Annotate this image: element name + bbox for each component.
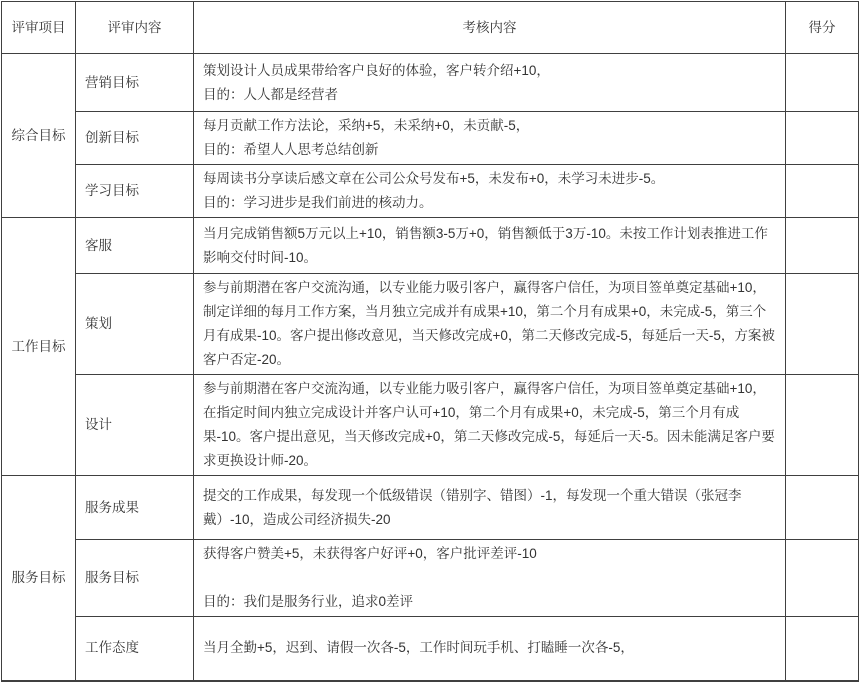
content-cell [194, 112, 786, 165]
item-cell: 客服 [76, 218, 194, 274]
item-cell: 服务成果 [76, 476, 194, 540]
item-cell: 工作态度 [76, 617, 194, 681]
score-cell[interactable] [786, 617, 859, 681]
content-line: 策划设计人员成果带给客户良好的体验，客户转介绍+10， [203, 62, 550, 78]
content-cell [194, 375, 786, 476]
item-cell: 营销目标 [76, 54, 194, 112]
category-cell-service: 服务目标 [2, 476, 76, 681]
content-line: 当月完成销售额5万元以上+10，销售额3-5万+0，销售额低于3万-10。未按工作计划表推进工作影响交付时间-10。 [203, 225, 768, 265]
content-cell [194, 540, 786, 617]
category-cell-work: 工作目标 [2, 218, 76, 476]
item-cell: 学习目标 [76, 165, 194, 218]
content-line: 提交的工作成果，每发现一个低级错误（错别字、错图）-1，每发现一个重大错误（张冠李戴）-10，造成公司经济损失-20 [203, 487, 742, 527]
header-assessment-content: 考核内容 [194, 2, 786, 54]
table-row [2, 54, 859, 112]
content-line: 目的：我们是服务行业，追求0差评 [203, 594, 414, 609]
table-row [2, 165, 859, 218]
content-line: 参与前期潜在客户交流沟通，以专业能力吸引客户，赢得客户信任，为项目签单奠定基础+10，在指定时间内独立完成设计并客户认可+10，第二个月有成果+0，未完成-5，第三个月有成果-10。客户提出意见，当天修改完成+0，第二天修改完成-5，每延后一天-5。因未能满足客户要求更换设计师-20。 [203, 381, 775, 468]
review-assessment-table [1, 1, 859, 682]
table-row [2, 540, 859, 617]
item-cell: 策划 [76, 274, 194, 375]
header-review-project: 评审项目 [2, 2, 76, 54]
table-row [2, 274, 859, 375]
score-cell[interactable] [786, 476, 859, 540]
table-row [2, 476, 859, 540]
score-cell[interactable] [786, 218, 859, 274]
score-cell[interactable] [786, 375, 859, 476]
category-cell-comprehensive: 综合目标 [2, 54, 76, 218]
content-line: 目的：希望人人思考总结创新 [203, 142, 379, 157]
table-header-row [2, 2, 859, 54]
score-cell[interactable] [786, 540, 859, 617]
content-line: 每月贡献工作方法论，采纳+5，未采纳+0，未贡献-5， [203, 118, 530, 133]
score-cell[interactable] [786, 274, 859, 375]
content-line: 获得客户赞美+5，未获得客户好评+0，客户批评差评-10 [203, 546, 537, 561]
content-cell [194, 165, 786, 218]
header-score: 得分 [786, 2, 859, 54]
table-row [2, 617, 859, 681]
table-row [2, 375, 859, 476]
score-cell[interactable] [786, 112, 859, 165]
content-line: 目的：人人都是经营者 [203, 86, 338, 102]
content-line: 每周读书分享读后感文章在公司公众号发布+5，未发布+0，未学习未进步-5。 [203, 171, 665, 186]
item-cell: 服务目标 [76, 540, 194, 617]
item-cell: 创新目标 [76, 112, 194, 165]
content-cell [194, 218, 786, 274]
table-row [2, 112, 859, 165]
content-cell [194, 476, 786, 540]
content-line-blank [203, 566, 776, 590]
content-cell [194, 617, 786, 681]
content-line: 参与前期潜在客户交流沟通，以专业能力吸引客户，赢得客户信任，为项目签单奠定基础+10，制定详细的每月工作方案，当月独立完成并有成果+10，第二个月有成果+0，未完成-5，第三个月有成果-10。客户提出修改意见，当天修改完成+0，第二天修改完成-5，每延后一天-5，方案被客户否定-20。 [203, 280, 775, 367]
score-cell[interactable] [786, 54, 859, 112]
score-cell[interactable] [786, 165, 859, 218]
header-review-content: 评审内容 [76, 2, 194, 54]
content-line: 当月全勤+5，迟到、请假一次各-5，工作时间玩手机、打瞌睡一次各-5， [203, 640, 634, 656]
item-cell: 设计 [76, 375, 194, 476]
content-line: 目的：学习进步是我们前进的核动力。 [203, 195, 433, 210]
table-row [2, 218, 859, 274]
content-cell [194, 54, 786, 112]
content-cell [194, 274, 786, 375]
